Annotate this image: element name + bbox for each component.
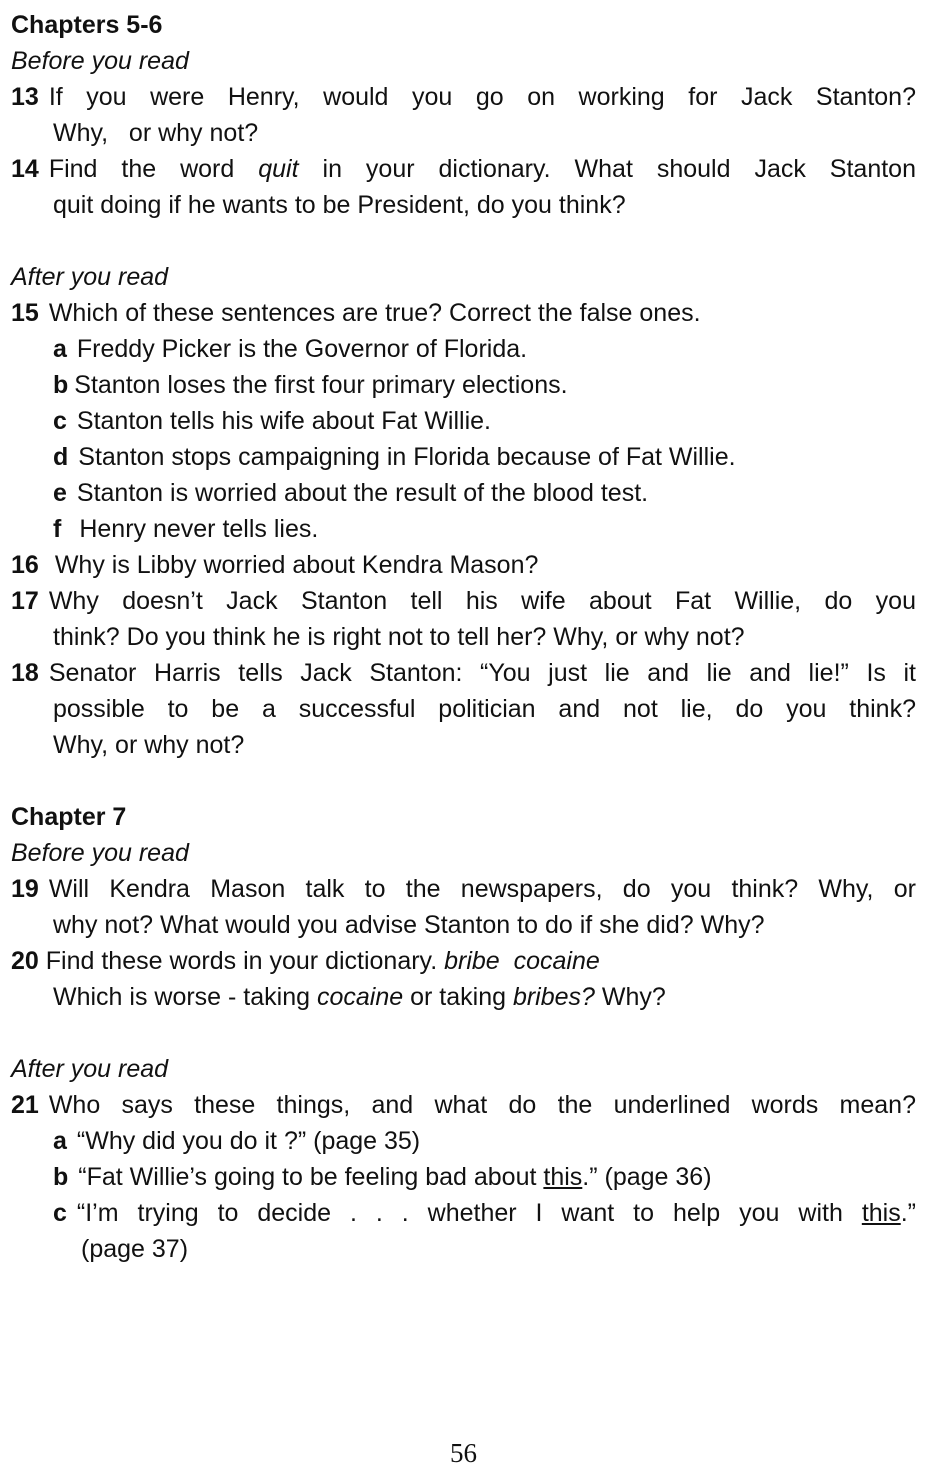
item-letter: b [53, 1163, 69, 1191]
list-item [53, 1195, 916, 1231]
question-18-cont: possible to be a successful politician and not lie, do you think? [53, 695, 916, 723]
item-text: Stanton loses the first four primary elections. [74, 371, 568, 399]
item-letter: a [53, 335, 67, 363]
question-16 [11, 547, 916, 583]
item-text: “I’m trying to decide . . . whether I want to help you with [76, 1199, 843, 1227]
question-text: Why is Libby worried about Kendra Mason? [54, 551, 539, 579]
item-text: Henry never tells lies. [79, 515, 319, 543]
before-you-read-label: Before you read [11, 839, 189, 867]
list-item [53, 367, 916, 403]
question-text: Who says these things, and what do the underlined words mean? [48, 1091, 916, 1119]
before-you-read-label: Before you read [11, 47, 189, 75]
question-text: Why? [601, 983, 666, 1011]
question-19-cont: why not? What would you advise Stanton to do if she did? Why? [53, 911, 765, 939]
list-item [53, 1159, 916, 1195]
question-number: 13 [11, 83, 39, 111]
question-text: Will Kendra Mason talk to the newspapers, do you think? Why, or [48, 875, 916, 903]
list-item [53, 439, 916, 475]
question-number: 21 [11, 1091, 39, 1119]
vocab-word: cocaine [316, 983, 404, 1011]
question-text: If you were Henry, would you go on working for Jack Stanton? [48, 83, 916, 111]
question-number: 16 [11, 551, 39, 579]
item-text: .” (page 36) [582, 1163, 712, 1191]
question-text: Senator Harris tells Jack Stanton: “You just lie and lie and lie!” Is it [48, 659, 916, 687]
question-13 [11, 79, 916, 115]
item-letter: c [53, 1199, 67, 1227]
item-letter: c [53, 407, 67, 435]
question-text: or taking [410, 983, 506, 1011]
question-number: 17 [11, 587, 39, 615]
item-text: “Fat Willie’s going to be feeling bad about [78, 1163, 537, 1191]
question-20-cont [53, 979, 916, 1015]
question-number: 18 [11, 659, 39, 687]
question-text: Find these words in your dictionary. [45, 947, 438, 975]
question-text: Which of these sentences are true? Correct the false ones. [48, 299, 701, 327]
vocab-word: quit [258, 155, 299, 183]
question-13-cont: Why, or why not? [53, 119, 259, 147]
question-20 [11, 943, 916, 979]
item-text: Stanton stops campaigning in Florida because of Fat Willie. [78, 443, 736, 471]
list-item [53, 403, 916, 439]
question-text: Find the word [48, 155, 235, 183]
item-letter: a [53, 1127, 67, 1155]
after-you-read-label: After you read [11, 263, 169, 291]
item-letter: b [53, 371, 69, 399]
question-text: Which is worse - taking [53, 983, 311, 1011]
item-text: Freddy Picker is the Governor of Florida. [76, 335, 528, 363]
question-18 [11, 655, 916, 691]
vocab-word: bribes? [512, 983, 595, 1011]
item-letter: d [53, 443, 69, 471]
list-item [53, 331, 916, 367]
question-19 [11, 871, 916, 907]
question-17 [11, 583, 916, 619]
item-letter: f [53, 515, 62, 543]
list-item [53, 1123, 916, 1159]
list-item [53, 475, 916, 511]
item-text: “Why did you do it ?” (page 35) [76, 1127, 421, 1155]
question-text: in your dictionary. What should Jack Stanton [322, 155, 916, 183]
list-item-cont: (page 37) [81, 1235, 189, 1263]
question-number: 14 [11, 155, 39, 183]
question-text: Why doesn’t Jack Stanton tell his wife about Fat Willie, do you [48, 587, 916, 615]
underlined-word: this [543, 1163, 583, 1191]
question-14 [11, 151, 916, 187]
item-text: Stanton is worried about the result of the blood test. [76, 479, 649, 507]
chapter-heading: Chapter 7 [11, 803, 127, 831]
list-item [53, 511, 916, 547]
page-number: 56 [450, 1438, 477, 1468]
question-number: 20 [11, 947, 39, 975]
underlined-word: this [861, 1199, 901, 1227]
vocab-words: bribe cocaine [444, 947, 600, 975]
question-18-cont: Why, or why not? [53, 731, 245, 759]
item-text: .” [900, 1199, 916, 1227]
question-21 [11, 1087, 916, 1123]
after-you-read-label: After you read [11, 1055, 169, 1083]
item-text: Stanton tells his wife about Fat Willie. [76, 407, 491, 435]
chapter-heading: Chapters 5-6 [11, 11, 163, 39]
question-number: 19 [11, 875, 39, 903]
question-number: 15 [11, 299, 39, 327]
question-15 [11, 295, 916, 331]
item-letter: e [53, 479, 67, 507]
question-14-cont: quit doing if he wants to be President, do you think? [53, 191, 626, 219]
question-17-cont: think? Do you think he is right not to tell her? Why, or why not? [53, 623, 745, 651]
